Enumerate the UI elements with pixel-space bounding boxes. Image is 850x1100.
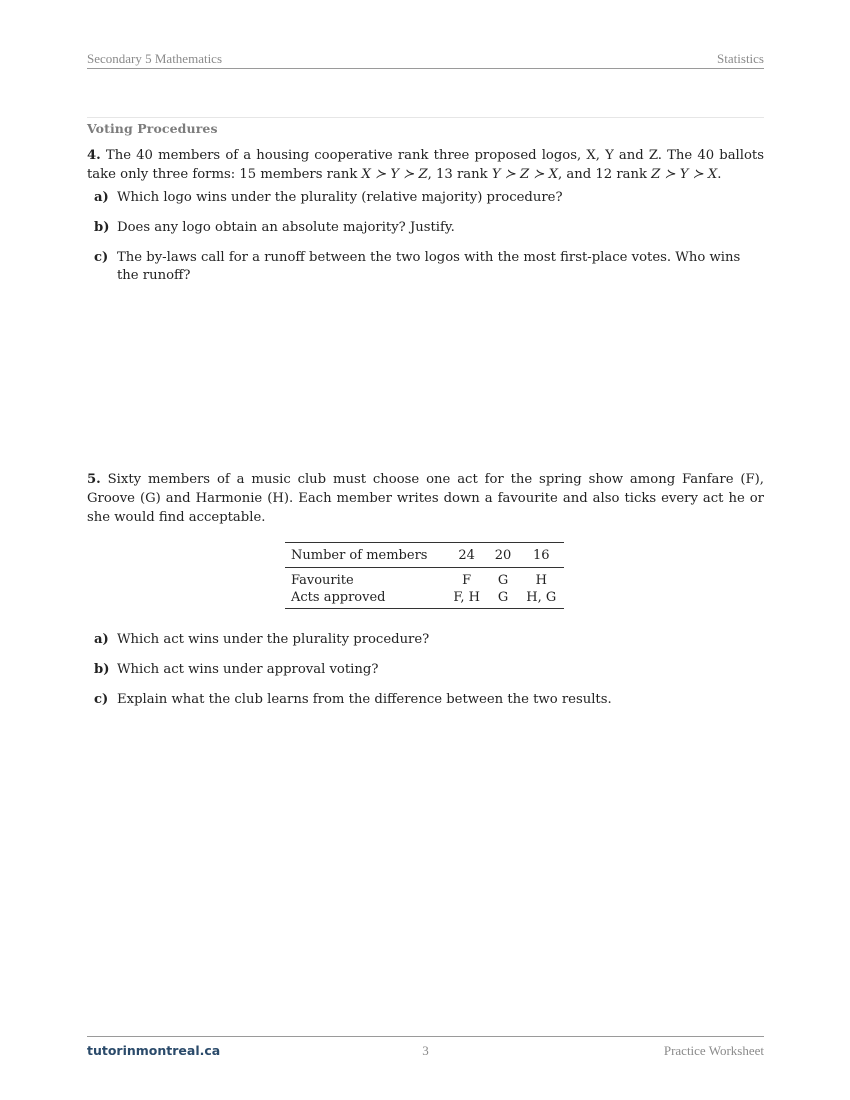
problem-4-part-a [87,189,764,207]
column-header: 20 [488,543,519,568]
problem-4-parts [87,189,764,297]
table-cell: G [497,573,509,588]
section-title: Voting Procedures [87,121,218,136]
problem-5-text: Sixty members of a music club must choose one act for the spring show among Fanfare (F), Groove (G) and Harmonie (H). Each member writes down a favourite and also ticks every act he or she would find acceptable. [87,472,764,525]
ranking-1: X ≻ Y ≻ Z [361,167,428,182]
problem-4-statement [87,146,764,184]
table-cell: Favourite [291,573,354,588]
worksheet-label: Practice Worksheet [663,1043,764,1058]
part-label: c) [94,250,109,265]
preference-table-wrap [285,542,564,609]
preference-table [285,542,564,609]
table-cell: F [462,573,472,588]
problem-5-parts [87,631,764,721]
problem-4-part-c [87,249,764,285]
part-text: Which logo wins under the plurality (relative majority) procedure? [117,190,563,205]
column-header: 24 [446,543,488,568]
column-header: Number of members [285,543,446,568]
table-cell: G [488,589,519,609]
ranking-3: Z ≻ Y ≻ X [651,167,718,182]
running-footer [87,1036,764,1057]
running-header [87,51,764,69]
part-text: Explain what the club learns from the difference between the two results. [117,692,612,707]
table-cell: H [535,573,547,588]
table-header-row [285,543,564,568]
problem-4-text-c: , and 12 rank [557,167,652,182]
ranking-2: Y ≻ Z ≻ X [491,167,558,182]
part-label: c) [94,692,109,707]
table-row [285,589,564,609]
problem-5-part-c [87,691,764,709]
problem-5-part-a [87,631,764,649]
problem-4-text-b: , 13 rank [427,167,492,182]
part-label: b) [94,220,110,235]
table-row [285,568,564,590]
problem-5-number: 5. [87,472,101,487]
problem-4-number: 4. [87,148,101,163]
part-label: a) [94,632,109,647]
part-text: The by-laws call for a runoff between the two logos with the most first-place votes. Who wins the runoff? [117,250,741,283]
part-label: b) [94,662,110,677]
problem-4-part-b [87,219,764,237]
problem-5-statement [87,470,764,527]
table-cell: Acts approved [285,589,446,609]
page-number: 3 [422,1043,429,1058]
course-title: Secondary 5 Mathematics [87,51,223,66]
part-label: a) [94,190,109,205]
column-header: 16 [519,543,565,568]
problem-4-text-a: The 40 members of a housing cooperative rank three proposed logos, X, Y and Z. The 40 ballots take only three forms: 15 members rank [87,148,764,182]
problem-4-text-d: . [717,167,722,182]
part-text: Does any logo obtain an absolute majority? Justify. [117,220,455,235]
problem-5-part-b [87,661,764,679]
chapter-title: Statistics [717,51,764,66]
table-cell: F, H [446,589,488,609]
part-text: Which act wins under the plurality procedure? [117,632,430,647]
table-cell: H, G [519,589,565,609]
site-link[interactable]: tutorinmontreal.ca [87,1043,221,1058]
section-divider [87,117,764,118]
part-text: Which act wins under approval voting? [117,662,379,677]
worksheet-page [87,0,764,1100]
